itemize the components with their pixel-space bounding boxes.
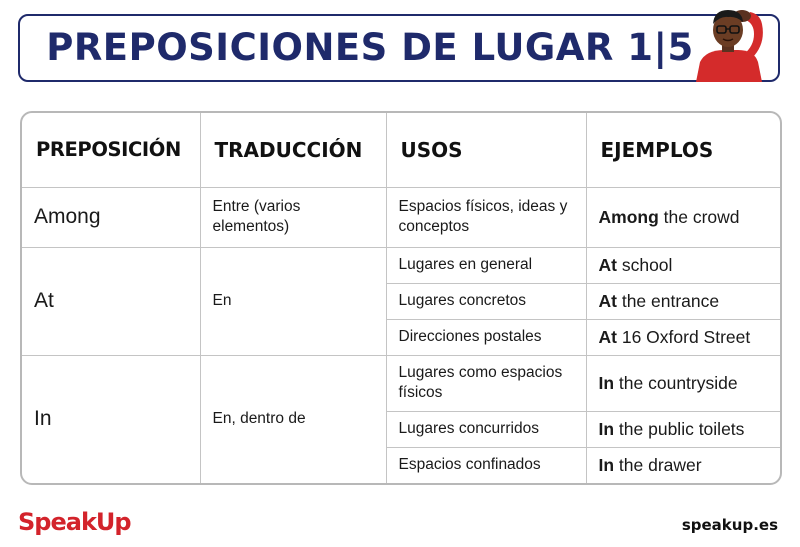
example-keyword: At xyxy=(598,255,617,275)
example-text: the countryside xyxy=(614,373,738,393)
table-row xyxy=(22,187,782,247)
example-text: 16 Oxford Street xyxy=(616,327,751,347)
column-header-examples: EJEMPLOS xyxy=(586,113,782,187)
table-row xyxy=(22,247,782,283)
use-cell: Espacios físicos, ideas y conceptos xyxy=(386,187,586,247)
use-cell: Espacios confinados xyxy=(386,447,586,483)
translation-cell: En xyxy=(200,247,386,355)
preposition-cell: In xyxy=(22,355,200,483)
table-row xyxy=(22,355,782,411)
translation-cell: Entre (varios elementos) xyxy=(200,187,386,247)
use-cell: Lugares concurridos xyxy=(386,411,586,447)
column-header-preposition: PREPOSICIÓN xyxy=(22,113,200,187)
example-text: the drawer xyxy=(614,455,702,476)
preposition-cell: Among xyxy=(22,187,200,247)
example-keyword: In xyxy=(598,455,615,476)
table-header-row xyxy=(22,113,782,187)
example-keyword: In xyxy=(598,373,615,393)
mascot-illustration xyxy=(684,4,774,82)
example-cell xyxy=(586,447,782,483)
use-cell: Lugares como espacios físicos xyxy=(386,355,586,411)
website-link[interactable]: speakup.es xyxy=(681,516,778,534)
example-keyword: In xyxy=(598,419,615,439)
use-cell: Lugares en general xyxy=(386,247,586,283)
example-cell xyxy=(586,187,782,247)
example-keyword: Among xyxy=(598,207,659,227)
example-text: school xyxy=(616,255,673,275)
example-text: the crowd xyxy=(658,207,740,227)
example-cell xyxy=(586,411,782,447)
example-keyword: At xyxy=(598,327,617,347)
speakup-logo: SpeakUp xyxy=(18,508,131,536)
use-cell: Direcciones postales xyxy=(386,319,586,355)
column-header-uses: USOS xyxy=(386,113,586,187)
example-text: the public toilets xyxy=(614,419,745,439)
example-keyword: At xyxy=(598,291,617,311)
example-cell xyxy=(586,247,782,283)
prepositions-table xyxy=(20,111,782,485)
title-banner xyxy=(18,14,780,82)
example-cell xyxy=(586,283,782,319)
example-text: the entrance xyxy=(616,291,720,311)
example-cell xyxy=(586,319,782,355)
example-cell xyxy=(586,355,782,411)
translation-cell: En, dentro de xyxy=(200,355,386,483)
page-title: PREPOSICIONES DE LUGAR 1|5 xyxy=(46,26,694,69)
use-cell: Lugares concretos xyxy=(386,283,586,319)
preposition-cell: At xyxy=(22,247,200,355)
column-header-translation: TRADUCCIÓN xyxy=(200,113,386,187)
